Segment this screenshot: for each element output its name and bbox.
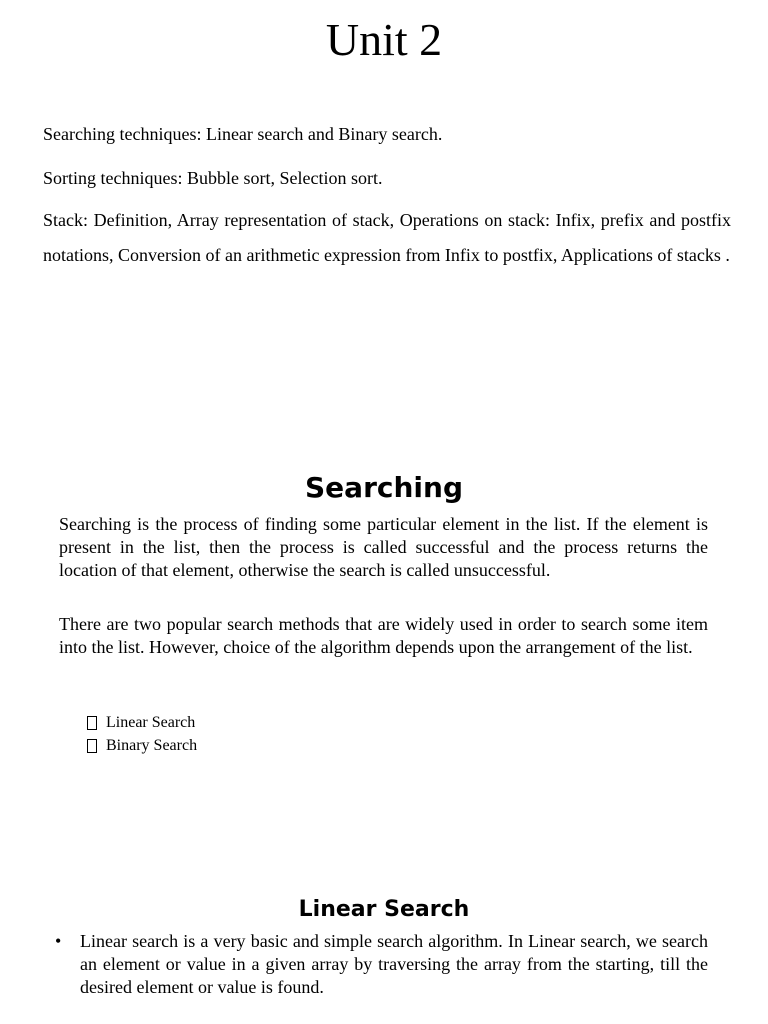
syllabus-sorting-techniques: Sorting techniques: Bubble sort, Selection sort.	[43, 168, 383, 188]
list-item	[55, 930, 708, 1000]
page-title: Unit 2	[325, 14, 443, 65]
linear-search-heading: Linear Search	[298, 897, 470, 922]
searching-definition-paragraph: Searching is the process of finding some particular element in the list. If the element is present in the list, then the process is called successful and the process returns the location of that element, otherwise the search is called unsuccessful.	[59, 514, 708, 581]
linear-search-points	[55, 930, 708, 1000]
bullet-icon: •	[55, 931, 62, 951]
linear-search-point-text: Linear search is a very basic and simple search algorithm. In Linear search, we search an element or value in a given array by traversing the array from the starting, till the desired element or value is found.	[80, 931, 708, 998]
searching-heading: Searching	[305, 471, 463, 504]
syllabus-searching-techniques: Searching techniques: Linear search and Binary search.	[43, 124, 443, 144]
search-methods-list	[87, 712, 197, 757]
list-item	[87, 735, 197, 758]
syllabus-stack: Stack: Definition, Array representation of stack, Operations on stack: Infix, prefix and postfix notations, Conversion of an arithmetic expression from Infix to postfix, Applications of stacks .	[43, 210, 731, 265]
search-methods-paragraph: There are two popular search methods that are widely used in order to search some item into the list. However, choice of the algorithm depends upon the arrangement of the list.	[59, 614, 708, 658]
method-label-binary: Binary Search	[106, 736, 198, 754]
list-item	[87, 712, 197, 735]
square-bullet-icon	[87, 739, 97, 753]
method-label-linear: Linear Search	[106, 714, 196, 731]
square-bullet-icon	[87, 716, 97, 730]
